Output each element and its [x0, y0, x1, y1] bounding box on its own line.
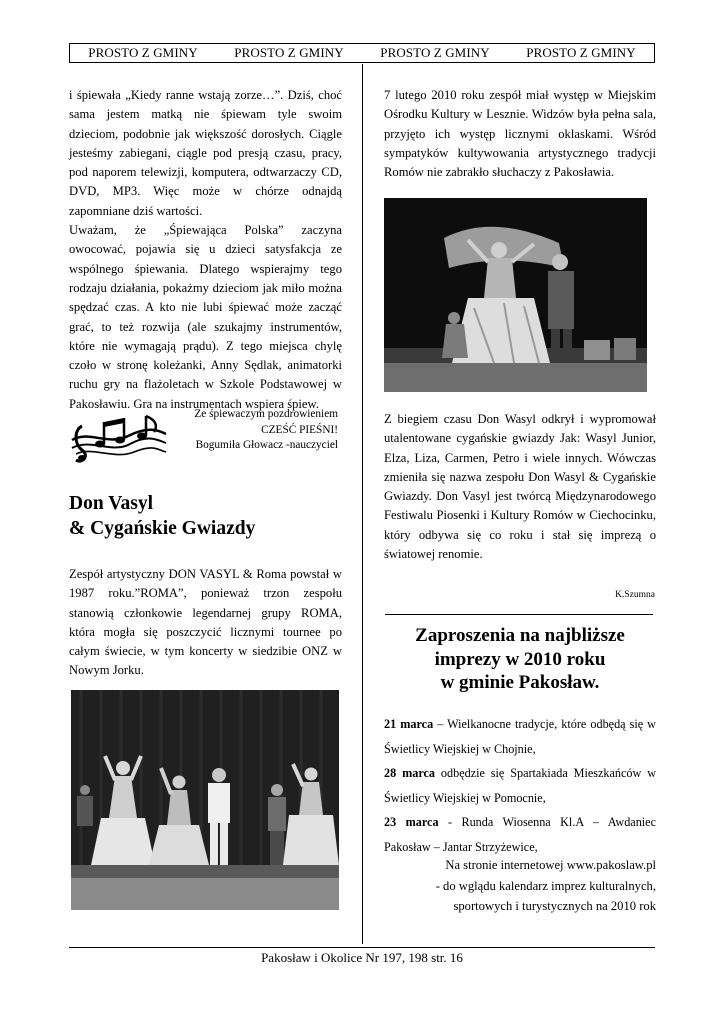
event-date: 21 marca [384, 717, 434, 731]
event-item [384, 712, 656, 761]
paragraph: Uważam, że „Śpiewająca Polska” zaczyna owocować, pojawia się u dzieci satysfakcja ze wspólnego śpiewania. Dlatego wspierajmy tego rodzaju działania, pokażmy dzieciom jak miło można spędzać czas. A kto nie lubi śpiewać może zacząć grać, to też rozwija (ale szukajmy instrumentów, które nie wymagają prądu). Z tego miejsca chylę czoło w stronę koleżanki, Anny Sędlak, animatorki ruchu gry na flażoletach w Szkole Podstawowej w Pakosławiu. Gra na instrumentach wspiera śpiew. [69, 223, 342, 411]
page-header [69, 43, 655, 63]
event-date: 23 marca [384, 815, 439, 829]
greeting-author: Bogumiła Głowacz -nauczyciel [195, 439, 338, 451]
paragraph: 7 lutego 2010 roku zespół miał występ w Miejskim Ośrodku Kultury w Lesznie. Widzów była pełna sala, przyjęto ich występ licznymi oklaskami. Wśród sympatyków kultywowania artystycznego tradycji Romów nie zabrakło słuchaczy z Pakosławia. [384, 88, 656, 180]
website-line: - do wglądu kalendarz imprez kulturalnych, [435, 878, 656, 893]
article-title [69, 491, 344, 541]
event-description: odbędzie się Spartakiada Mieszkańców w Świetlicy Wiejskiej w Pomocnie, [384, 766, 656, 805]
header-item: PROSTO Z GMINY [380, 45, 490, 60]
event-item [384, 810, 656, 859]
events-list [384, 712, 656, 859]
website-line: sportowych i turystycznych na 2010 rok [453, 899, 656, 913]
event-item [384, 761, 656, 810]
header-item: PROSTO Z GMINY [526, 45, 636, 60]
invitations-title [384, 624, 656, 695]
website-note [384, 855, 656, 917]
event-date: 28 marca [384, 766, 436, 780]
title-line: Zaproszenia na najbliższe [415, 625, 625, 646]
event-description: Wielkanocne tradycje, które odbędą się w Świetlicy Wiejskiej w Chojnie, [384, 717, 656, 756]
website-line: Na stronie internetowej www.pakoslaw.pl [445, 858, 656, 872]
title-line: Don Vasyl [69, 493, 153, 514]
event-separator: – [433, 717, 448, 731]
title-line: & Cygańskie Gwiazdy [69, 518, 256, 539]
music-notes-icon [68, 410, 168, 468]
greeting-line: CZEŚĆ PIEŚNI! [261, 423, 338, 436]
event-description: Runda Wiosenna Kl.A – Awdaniec Pakosław – Jantar Strzyżewice, [384, 815, 656, 854]
title-line: imprezy w 2010 roku [434, 648, 606, 670]
paragraph: i śpiewała „Kiedy ranne wstają zorze…”. Dziś, choć sama jestem matką nie śpiewam tyle swoim dzieciom, podobnie jak większość dorosłych. Ciągle jesteśmy zabiegani, ciągle pod presją czasu, pracy, pod naporem telewizji, komputera, odtwarzaczy CD, DVD, MP3. Więc może w chórze odnajdą zapomniane dziś wartości. [69, 88, 342, 218]
author-signature: K.Szumna [615, 590, 655, 600]
footer-rule [69, 947, 655, 948]
concert-report-text [384, 86, 656, 182]
article-intro [69, 565, 342, 681]
header-item: PROSTO Z GMINY [234, 45, 344, 60]
choir-article-text [69, 86, 342, 414]
band-history-text [384, 410, 656, 564]
paragraph: Z biegiem czasu Don Wasyl odkrył i wypromował utalentowane cygańskie gwiazdy Jak: Wasyl Junior, Elza, Liza, Carmen, Petro i wiele innych. Wówczas zmieniła się nazwa zespołu Don Wasyl & Cygańskie Gwiazdy. Don Vasyl jest twórcą Międzynarodowego Festiwalu Piosenki i Kultury Romów w Ciechocinku, który odbywa się co roku i stał się imprezą o światowej renomie. [384, 412, 656, 562]
greeting-signature [175, 407, 338, 454]
paragraph: Zespół artystyczny DON VASYL & Roma powstał w 1987 roku.”ROMA”, ponieważ trzon zespołu stanowią członkowie legendarnej grupy ROMA, która mogła się poszczycić licznymi tournee po całym świecie, w tym koncerty w siedzibie ONZ w Nowym Jorku. [69, 567, 342, 678]
performance-photo [71, 690, 339, 910]
event-separator: - [438, 815, 462, 829]
column-divider [362, 64, 363, 944]
singer-photo [384, 198, 647, 392]
header-item: PROSTO Z GMINY [88, 45, 198, 60]
section-divider [385, 614, 653, 615]
page-footer: Pakosław i Okolice Nr 197, 198 str. 16 [261, 950, 463, 965]
greeting-line: Ze śpiewaczym pozdrowieniem [194, 408, 338, 420]
title-line: w gminie Pakosław. [440, 672, 600, 693]
